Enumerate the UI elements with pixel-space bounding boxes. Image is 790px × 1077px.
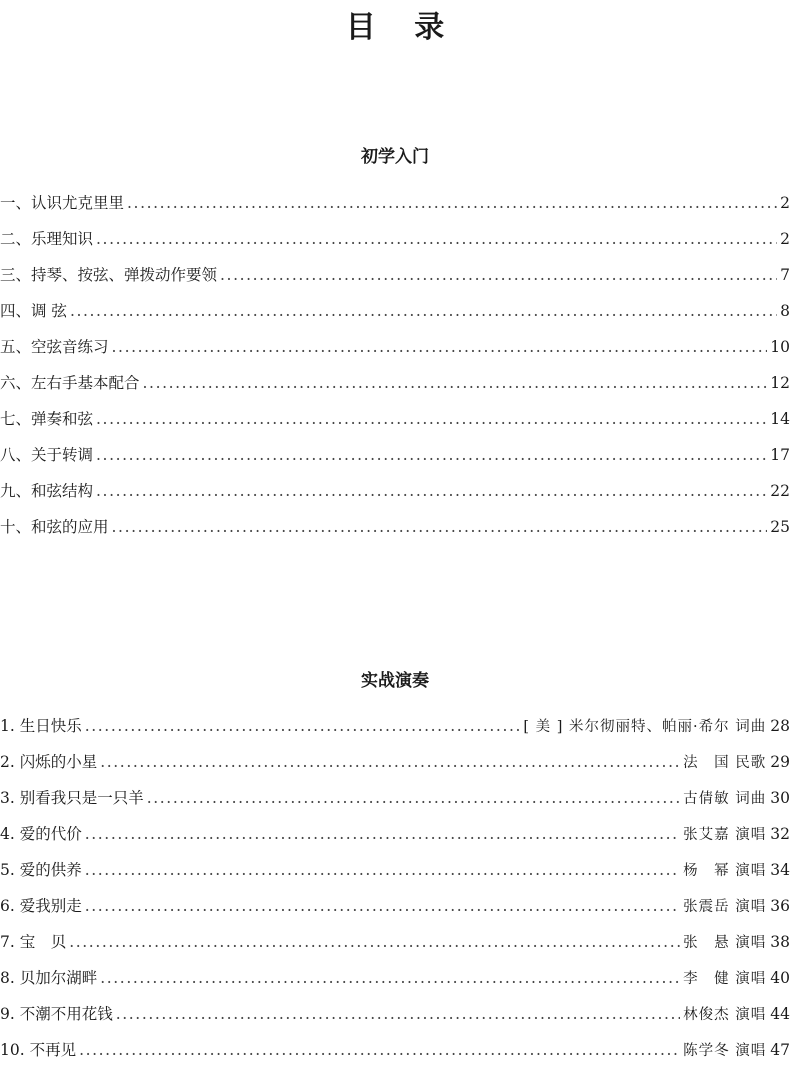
toc-entry[interactable] <box>0 482 790 518</box>
dot-leader <box>85 861 680 879</box>
toc-entry-credit: 杨 幂 演唱 <box>683 863 767 879</box>
toc-entry-page-number: 44 <box>770 1005 790 1023</box>
toc-entry-title: 十、和弦的应用 <box>0 518 109 536</box>
toc-entry-page-number: 38 <box>770 933 790 951</box>
toc-entry-page-number: 25 <box>770 518 790 536</box>
toc-entry-credit: 古倩敏 词曲 <box>683 791 767 807</box>
toc-entry-credit: 张震岳 演唱 <box>683 899 767 915</box>
toc-entry-title: 二、乐理知识 <box>0 230 94 248</box>
toc-entry-title: 三、持琴、按弦、弹拨动作要领 <box>0 266 218 284</box>
toc-entry-title: 九、和弦结构 <box>0 482 94 500</box>
toc-entry[interactable] <box>0 338 790 374</box>
dot-leader <box>96 230 777 248</box>
toc-entry-title: 8. 贝加尔湖畔 <box>0 969 98 987</box>
toc-entry-title: 10. 不再见 <box>0 1041 77 1059</box>
toc-entry[interactable] <box>0 230 790 266</box>
dot-leader <box>143 374 768 392</box>
dot-leader <box>100 753 680 771</box>
toc-entry[interactable] <box>0 1041 790 1077</box>
toc-entry-page-number: 8 <box>780 302 790 320</box>
dot-leader <box>70 302 777 320</box>
toc-entry-title: 四、调 弦 <box>0 302 67 320</box>
toc-entry-credit: 张艾嘉 演唱 <box>683 827 767 843</box>
section-heading-practice: 实战演奏 <box>361 671 429 691</box>
toc-entry[interactable] <box>0 1005 790 1041</box>
toc-entry-page-number: 36 <box>770 897 790 915</box>
toc-entry-title: 6. 爱我别走 <box>0 897 82 915</box>
toc-entry-page-number: 29 <box>770 753 790 771</box>
toc-entry-page-number: 22 <box>770 482 790 500</box>
toc-list-beginner <box>0 194 790 554</box>
toc-entry-title: 八、关于转调 <box>0 446 94 464</box>
dot-leader <box>220 266 777 284</box>
dot-leader <box>100 969 680 987</box>
toc-entry[interactable] <box>0 302 790 338</box>
toc-entry[interactable] <box>0 266 790 302</box>
toc-entry-title: 3. 别看我只是一只羊 <box>0 789 144 807</box>
dot-leader <box>96 446 767 464</box>
toc-list-practice <box>0 717 790 1077</box>
dot-leader <box>112 518 768 536</box>
dot-leader <box>96 410 767 428</box>
toc-entry-page-number: 12 <box>770 374 790 392</box>
toc-entry[interactable] <box>0 897 790 933</box>
dot-leader <box>85 717 521 735</box>
toc-entry-title: 5. 爱的供养 <box>0 861 82 879</box>
dot-leader <box>147 789 680 807</box>
toc-entry-page-number: 32 <box>770 825 790 843</box>
dot-leader <box>127 194 777 212</box>
toc-entry[interactable] <box>0 446 790 482</box>
toc-entry-title: 六、左右手基本配合 <box>0 374 140 392</box>
toc-entry-title: 9. 不潮不用花钱 <box>0 1005 113 1023</box>
toc-entry[interactable] <box>0 969 790 1005</box>
toc-entry-page-number: 40 <box>770 969 790 987</box>
toc-entry-page-number: 30 <box>770 789 790 807</box>
toc-entry-title: 4. 爱的代价 <box>0 825 82 843</box>
toc-entry[interactable] <box>0 410 790 446</box>
toc-entry-page-number: 34 <box>770 861 790 879</box>
toc-entry-credit: 张 悬 演唱 <box>683 935 767 951</box>
toc-entry-page-number: 17 <box>770 446 790 464</box>
toc-entry-page-number: 2 <box>780 230 790 248</box>
toc-entry[interactable] <box>0 717 790 753</box>
toc-entry-credit: [ 美 ] 米尔彻丽特、帕丽·希尔 词曲 <box>523 719 767 735</box>
toc-entry[interactable] <box>0 825 790 861</box>
dot-leader <box>69 933 680 951</box>
dot-leader <box>96 482 767 500</box>
toc-entry[interactable] <box>0 753 790 789</box>
toc-entry-title: 7. 宝 贝 <box>0 933 67 951</box>
dot-leader <box>79 1041 680 1059</box>
dot-leader <box>112 338 768 356</box>
toc-entry-credit: 李 健 演唱 <box>683 971 767 987</box>
section-heading-beginner: 初学入门 <box>361 147 429 167</box>
toc-entry-credit: 林俊杰 演唱 <box>683 1007 767 1023</box>
dot-leader <box>85 825 680 843</box>
toc-entry-page-number: 47 <box>770 1041 790 1059</box>
toc-entry-credit: 陈学冬 演唱 <box>683 1043 767 1059</box>
toc-entry-title: 2. 闪烁的小星 <box>0 753 98 771</box>
toc-entry[interactable] <box>0 861 790 897</box>
page-title: 目 录 <box>345 10 459 45</box>
toc-entry-page-number: 2 <box>780 194 790 212</box>
toc-entry-title: 五、空弦音练习 <box>0 338 109 356</box>
toc-entry[interactable] <box>0 518 790 554</box>
toc-entry-title: 七、弹奏和弦 <box>0 410 94 428</box>
toc-entry[interactable] <box>0 789 790 825</box>
toc-entry[interactable] <box>0 933 790 969</box>
toc-entry[interactable] <box>0 374 790 410</box>
toc-entry[interactable] <box>0 194 790 230</box>
toc-entry-page-number: 10 <box>770 338 790 356</box>
toc-entry-title: 一、认识尤克里里 <box>0 194 125 212</box>
toc-entry-page-number: 7 <box>780 266 790 284</box>
toc-entry-title: 1. 生日快乐 <box>0 717 82 735</box>
dot-leader <box>116 1005 680 1023</box>
toc-entry-page-number: 14 <box>770 410 790 428</box>
dot-leader <box>85 897 680 915</box>
toc-entry-page-number: 28 <box>770 717 790 735</box>
toc-entry-credit: 法 国 民歌 <box>683 755 767 771</box>
